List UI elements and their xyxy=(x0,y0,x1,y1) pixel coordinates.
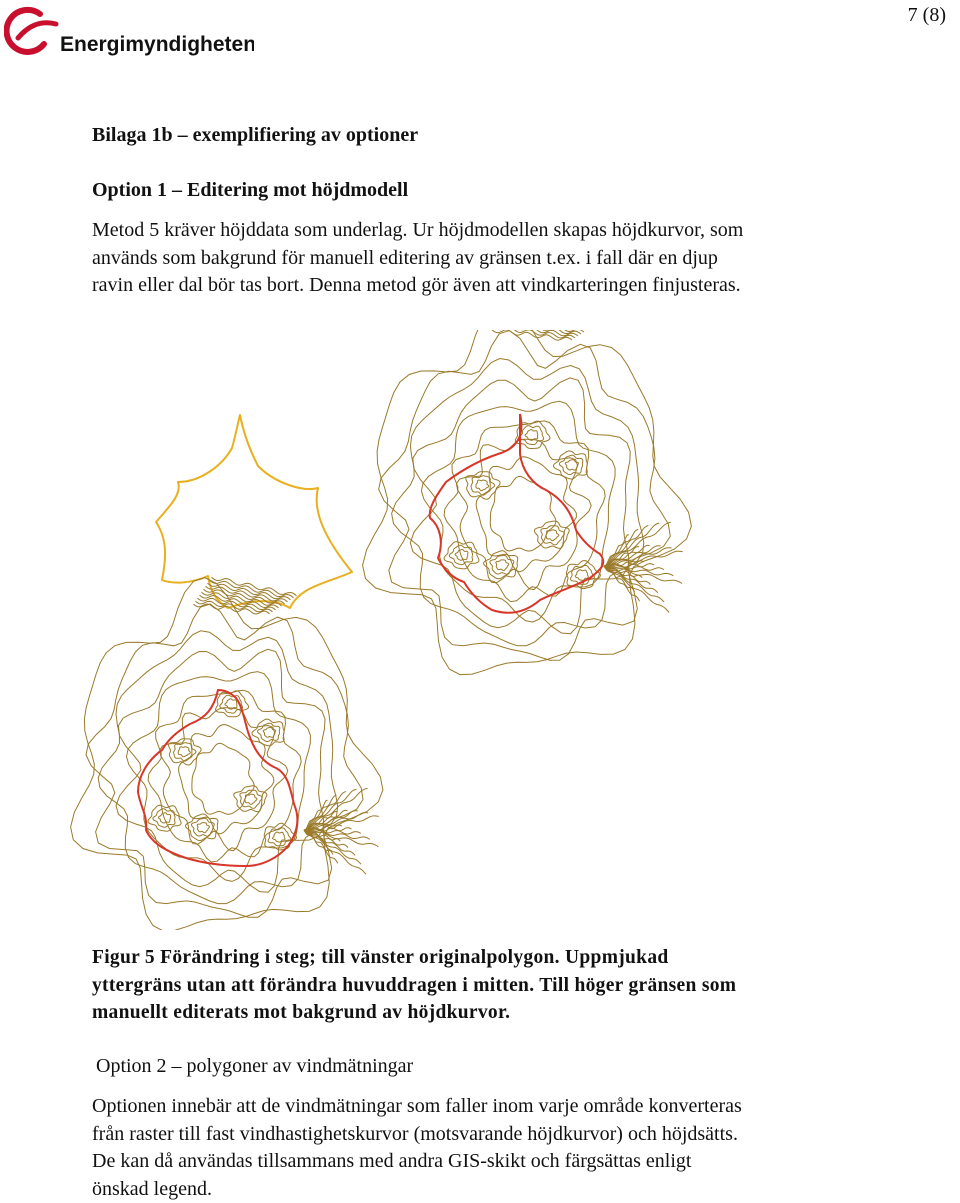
contour-line xyxy=(240,790,262,808)
contour-line xyxy=(268,828,291,846)
figure-5-caption xyxy=(92,944,892,1027)
contour-line xyxy=(160,708,288,851)
contour-line xyxy=(304,812,337,831)
option2-heading: Option 2 – polygoner av vindmätningar xyxy=(96,1055,414,1077)
contour-line xyxy=(208,583,291,600)
logo-wordmark: Energimyndigheten xyxy=(60,33,254,56)
paragraph-line: önskad legend. xyxy=(92,1177,212,1200)
contour-line xyxy=(148,690,301,862)
contour-map-lower xyxy=(71,577,383,930)
contour-line xyxy=(192,743,254,814)
appendix-heading: Bilaga 1b – exemplifiering av optioner xyxy=(92,124,419,146)
figure-5 xyxy=(0,330,960,930)
caption-line: manuellt editerats mot bakgrund av höjdkurvor. xyxy=(92,1002,511,1023)
original-polygon xyxy=(156,415,352,608)
page-number: 7 (8) xyxy=(907,4,946,26)
contour-line xyxy=(98,631,338,904)
contour-line xyxy=(174,743,196,761)
contour-line xyxy=(71,578,383,930)
contour-line xyxy=(210,580,294,598)
contour-line xyxy=(444,421,605,602)
paragraph-line: Metod 5 kräver höjddata som underlag. Ur höjdmodellen skapas höjdkurvor, som xyxy=(92,219,744,241)
logo-mark-icon xyxy=(4,4,254,60)
contour-line xyxy=(273,832,285,842)
contour-line xyxy=(496,560,509,571)
contour-line xyxy=(455,550,468,561)
contour-line xyxy=(541,526,565,545)
paragraph-line: används som bakgrund för manuell editering av gränsen t.ex. i fall där en djup xyxy=(92,246,718,269)
contour-line xyxy=(392,359,644,646)
contour-line xyxy=(575,570,588,581)
contour-line xyxy=(471,476,495,495)
contour-line xyxy=(363,330,692,675)
option2-paragraph xyxy=(92,1093,912,1203)
contour-line xyxy=(116,649,325,892)
paragraph-line: ravin eller dal bör tas bort. Denna metod gör även att vindkarteringen finjusteras. xyxy=(92,274,741,296)
paragraph-line: Optionen innebär att de vindmätningar som faller inom varje område konverteras xyxy=(92,1095,742,1117)
contour-line xyxy=(304,795,336,830)
contour-line xyxy=(476,480,489,491)
option1-paragraph xyxy=(92,217,892,300)
contour-line xyxy=(197,823,209,833)
contour-line xyxy=(490,477,556,552)
option1-heading: Option 1 – Editering mot höjdmodell xyxy=(92,179,409,201)
paragraph-line: De kan då användas tillsammans med andra GIS-skikt och färgsättas enligt xyxy=(92,1150,692,1172)
figure-5-illustration xyxy=(0,330,960,930)
caption-line: Figur 5 Förändring i steg; till vänster originalpolygon. Uppmjukad xyxy=(92,947,669,968)
paragraph-line: från raster till fast vindhastighetskurvor (motsvarande höjdkurvor) och höjdsätts. xyxy=(92,1122,738,1145)
caption-line: yttergräns utan att förändra huvuddragen i mitten. Till höger gränsen som xyxy=(92,974,737,996)
contour-map-upper xyxy=(363,330,692,675)
contour-line xyxy=(178,747,190,757)
energimyndigheten-logo xyxy=(4,4,254,60)
